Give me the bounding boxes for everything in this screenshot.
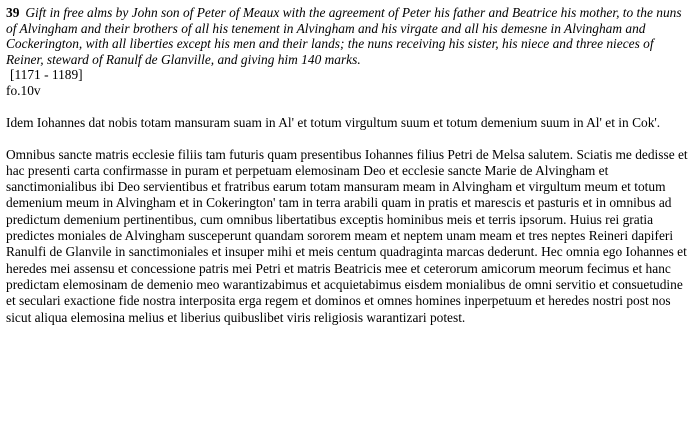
endorsement-text: Idem Iohannes dat nobis totam mansuram suam in Al' et totum virgultum suum et totum demenium suum in Al' et in Cok'. — [6, 114, 661, 130]
folio-reference: fo.10v — [6, 82, 41, 98]
entry-date: [1171 - 1189] — [10, 67, 83, 83]
charter-text: Omnibus sancte matris ecclesie filiis tam futuris quam presentibus Iohannes filius Petri de Melsa salutem. Sciatis me dedisse et hac presenti carta confirmasse in puram et perpetuam elemosinam Deo et ecclesie sancte Marie de Alvingham et sanctimonialibus ibi Deo servientibus et fratribus earum totam mansuram meam in Alvingham et virgultum meum et totum demenium meum in Alvingham et in Cokerington' tam in terra arabili quam in pratis et marescis et pasturis et in omnibus ad predictum demenium pertinentibus, cum omnibus libertatibus exceptis hominibus meis et terris ipsorum. Huius rei gratia predictes moniales de Alvingham susceperunt quandam sororem meam et neptem unam meam et tres neptes Reineri dapiferi Ranulfi de Glanvile in sanctimoniales et insuper mihi et meis centum quadraginta marcas dederunt. Hec omnia ego Iohannes et heredes mei assensu et concessione patris mei Petri et matris Beatricis mee et ceterorum amicorum meorum fecimus et hanc predictam elemosinam de demenio meo warantizabimus et acquietabimus eisdem monialibus de omni servitio et consuetudine et seculari exactione fide nostra interposita erga regem et dominos et omnes homines inperpetuum et heredes nostri post nos sicut aliqua elemosina melius et liberius quibuslibet viris religiosis warantizari potest. — [6, 146, 688, 325]
entry-summary: Gift in free alms by John son of Peter of Meaux with the agreement of Peter his father and Beatrice his mother, to the nuns of Alvingham and their brothers of all his tenement in Alvingham and his virgate and all his demesne in Alvingham and Cockerington, with all liberties except his men and their lands; the nuns receiving his sister, his niece and three nieces of Reiner, steward of Ranulf de Glanville, and giving him 140 marks. — [6, 5, 682, 67]
entry-heading — [6, 5, 694, 67]
entry-number: 39 — [6, 5, 20, 20]
